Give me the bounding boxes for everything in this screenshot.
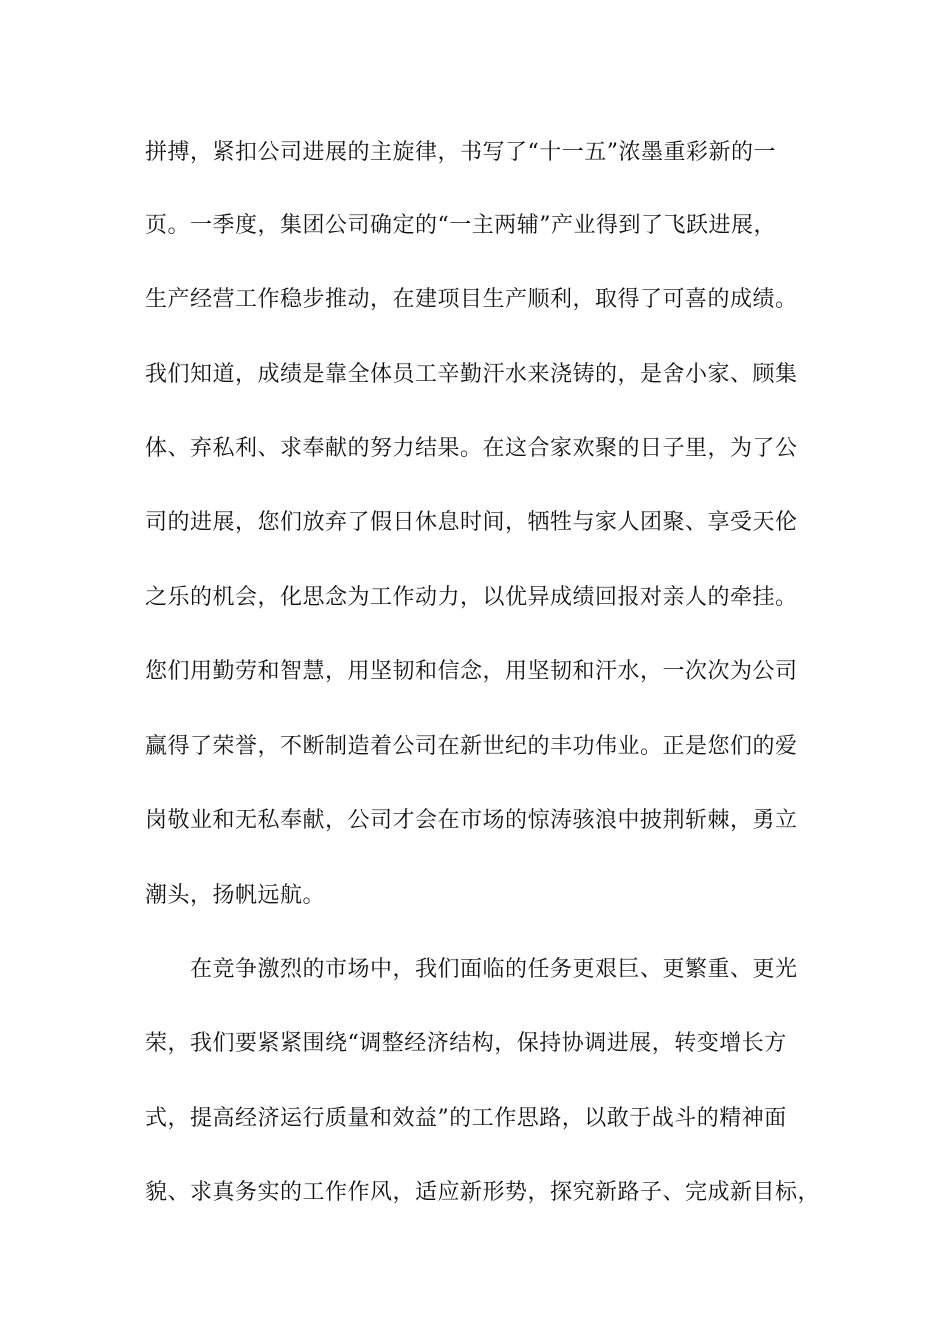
text-line: 生产经营工作稳步推动，在建项目生产顺利，取得了可喜的成绩。 — [145, 287, 798, 312]
text-line: 之乐的机会，化思念为工作动力，以优异成绩回报对亲人的牵挂。 — [145, 585, 798, 610]
text-line: 式，提高经济运行质量和效益”的工作思路，以敢于战斗的精神面 — [145, 1106, 787, 1131]
text-line: 页。一季度，集团公司确定的“一主两辅”产业得到了飞跃进展， — [145, 213, 776, 238]
text-line: 司的进展，您们放弃了假日休息时间，牺牲与家人团聚、享受天伦 — [145, 510, 798, 535]
text-line: 拼搏，紧扣公司进展的主旋律，书写了“十一五”浓墨重彩新的一 — [145, 140, 776, 165]
text-line: 岗敬业和无私奉献，公司才会在市场的惊涛骇浪中披荆斩棘，勇立 — [145, 808, 798, 833]
text-line: 我们知道，成绩是靠全体员工辛勤汗水来浇铸的，是舍小家、顾集 — [145, 362, 798, 387]
text-line: 体、弃私利、求奉献的努力结果。在这合家欢聚的日子里，为了公 — [145, 436, 798, 461]
text-line: 潮头，扬帆远航。 — [145, 883, 326, 908]
text-line: 貌、求真务实的工作作风，适应新形势，探究新路子、完成新目标， — [145, 1180, 821, 1205]
text-line: 您们用勤劳和智慧，用坚韧和信念，用坚韧和汗水，一次次为公司 — [145, 659, 798, 684]
text-line: 荣，我们要紧紧围绕“调整经济结构，保持协调进展，转变增长方 — [145, 1031, 787, 1056]
text-line: 赢得了荣誉，不断制造着公司在新世纪的丰功伟业。正是您们的爱 — [145, 734, 798, 759]
paragraph-first-line: 在竞争激烈的市场中，我们面临的任务更艰巨、更繁重、更光 — [190, 957, 798, 982]
